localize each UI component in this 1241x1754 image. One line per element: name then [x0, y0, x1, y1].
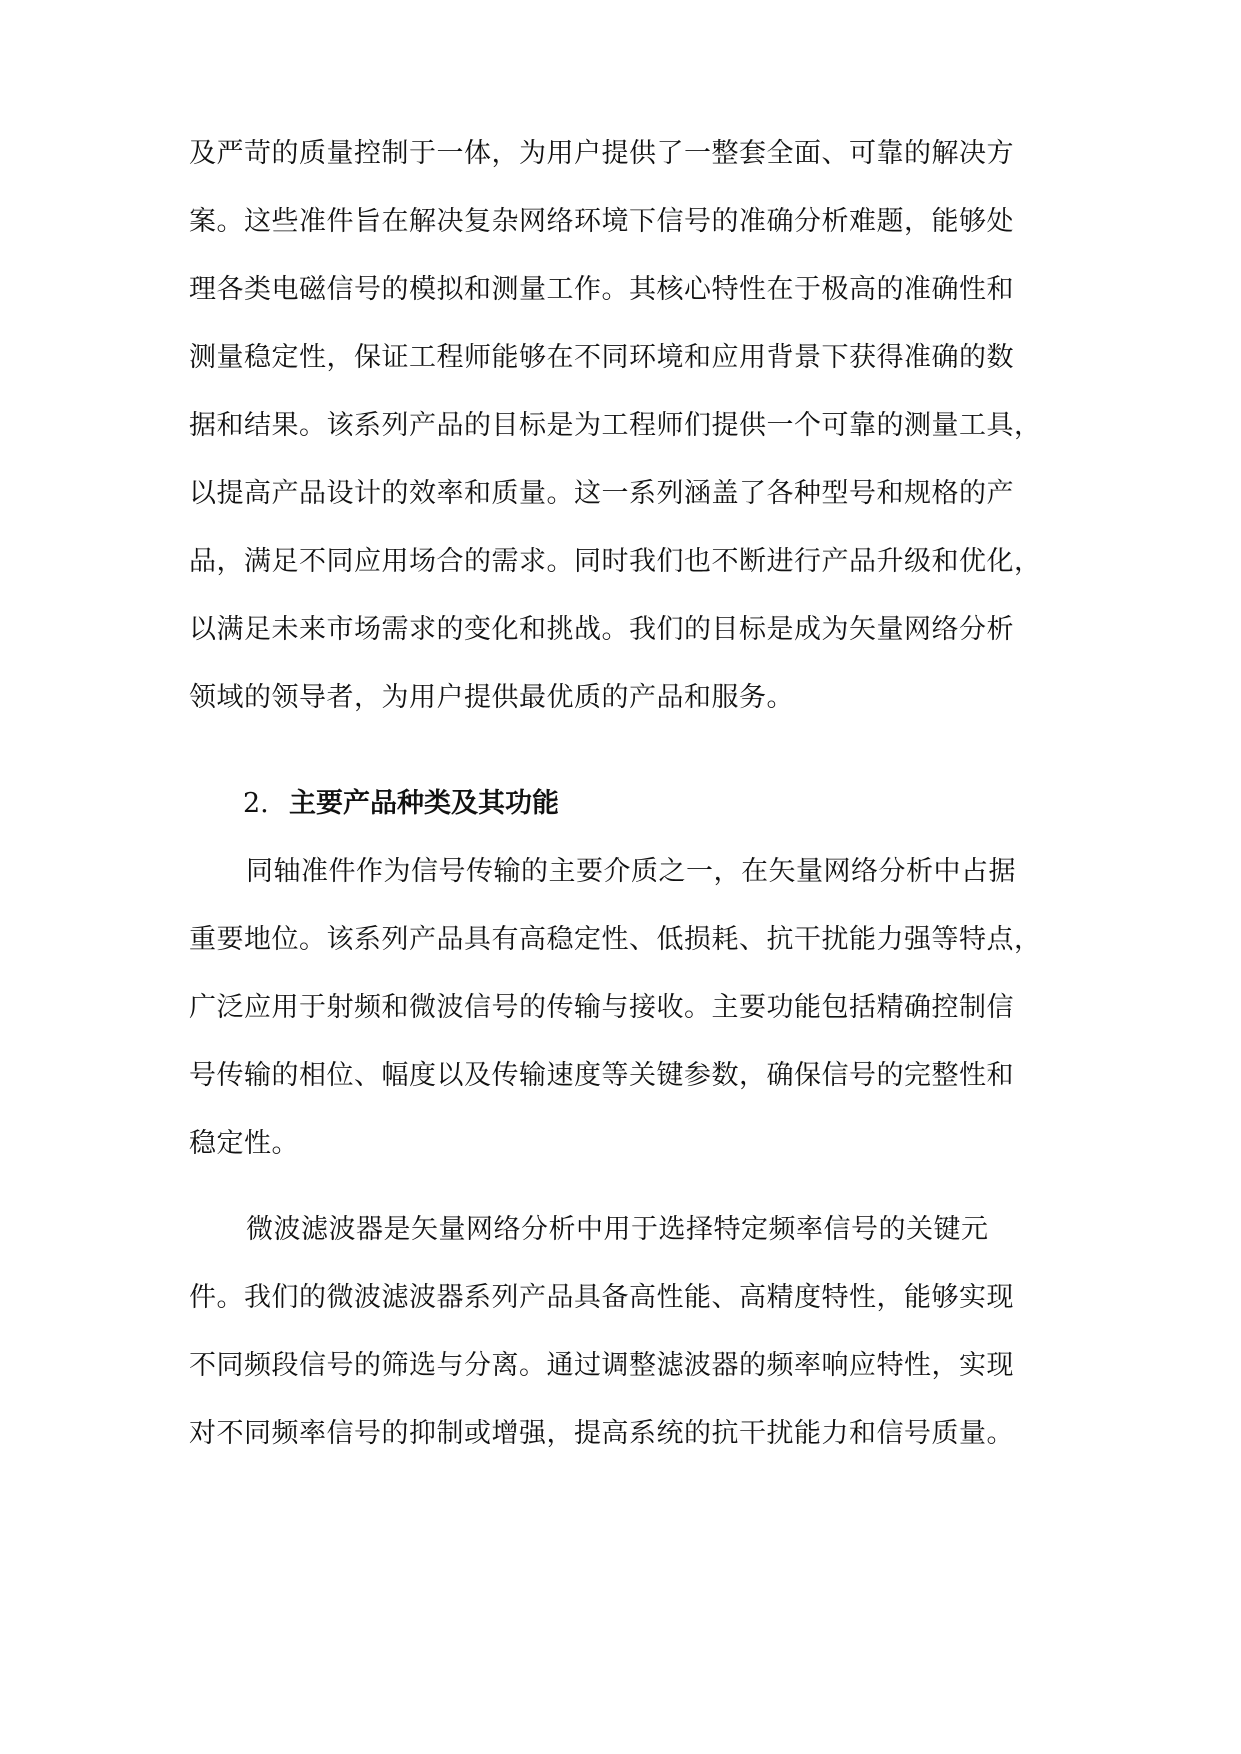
- text-line: 稳定性。: [189, 1128, 299, 1159]
- text-line: 案。这些准件旨在解决复杂网络环境下信号的准确分析难题，能够处: [189, 206, 1014, 237]
- text-line: 重要地位。该系列产品具有高稳定性、低损耗、抗干扰能力强等特点，: [189, 924, 1042, 955]
- section-heading: [243, 784, 559, 824]
- text-line: 理各类电磁信号的模拟和测量工作。其核心特性在于极高的准确性和: [189, 274, 1014, 305]
- text-line: 品，满足不同应用场合的需求。同时我们也不断进行产品升级和优化，: [189, 546, 1042, 577]
- text-line: 据和结果。该系列产品的目标是为工程师们提供一个可靠的测量工具，: [189, 410, 1042, 441]
- text-line: 对不同频率信号的抑制或增强，提高系统的抗干扰能力和信号质量。: [189, 1418, 1014, 1449]
- text-line: 微波滤波器是矢量网络分析中用于选择特定频率信号的关键元: [246, 1214, 989, 1245]
- text-line: 号传输的相位、幅度以及传输速度等关键参数，确保信号的完整性和: [189, 1060, 1014, 1091]
- section-title: 主要产品种类及其功能: [289, 788, 559, 819]
- text-line: 测量稳定性，保证工程师能够在不同环境和应用背景下获得准确的数: [189, 342, 1014, 373]
- section-number: 2.: [243, 788, 269, 819]
- text-line: 以满足未来市场需求的变化和挑战。我们的目标是成为矢量网络分析: [189, 614, 1014, 645]
- text-line: 领域的领导者，为用户提供最优质的产品和服务。: [189, 682, 794, 713]
- text-line: 广泛应用于射频和微波信号的传输与接收。主要功能包括精确控制信: [189, 992, 1014, 1023]
- text-line: 同轴准件作为信号传输的主要介质之一，在矢量网络分析中占据: [246, 856, 1016, 887]
- text-line: 及严苛的质量控制于一体，为用户提供了一整套全面、可靠的解决方: [189, 138, 1014, 169]
- text-line: 件。我们的微波滤波器系列产品具备高性能、高精度特性，能够实现: [189, 1282, 1014, 1313]
- text-line: 以提高产品设计的效率和质量。这一系列涵盖了各种型号和规格的产: [189, 478, 1014, 509]
- text-line: 不同频段信号的筛选与分离。通过调整滤波器的频率响应特性，实现: [189, 1350, 1014, 1381]
